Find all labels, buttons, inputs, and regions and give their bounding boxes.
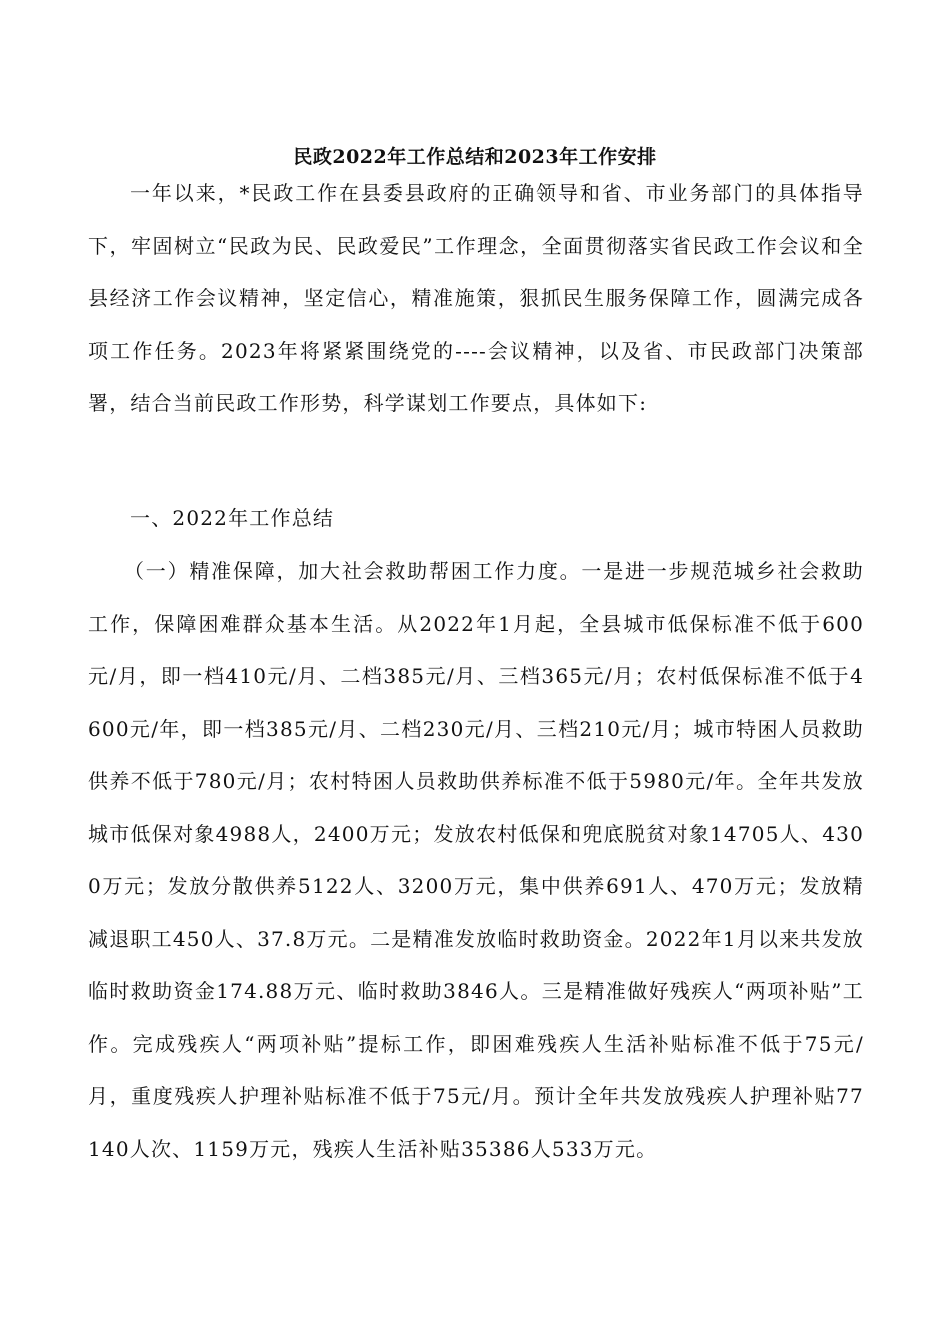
- section-one-body: 一是进一步规范城乡社会救助工作，保障困难群众基本生活。从2022年1月起，全县城市低保标准不低于600元/月，即一档410元/月、二档385元/月、三档365元/月；农村低保标准不低于4600元/年，即一档385元/月、二档230元/月、三档210元/月；城市特困人员救助供养不低于780元/月；农村特困人员救助供养标准不低于5980元/年。全年共发放城市低保对象4988人，2400万元；发放农村低保和兜底脱贫对象14705人、4300万元；发放分散供养5122人、3200万元，集中供养691人、470万元；发放精减退职工450人、37.8万元。二是精准发放临时救助资金。2022年1月以来共发放临时救助资金174.88万元、临时救助3846人。三是精准做好残疾人“两项补贴”工作。完成残疾人“两项补贴”提标工作，即困难残疾人生活补贴标准不低于75元/月，重度残疾人护理补贴标准不低于75元/月。预计全年共发放残疾人护理补贴77140人次、1159万元，残疾人生活补贴35386人533万元。: [88, 559, 864, 1161]
- section-one-paragraph: [88, 545, 864, 1175]
- document-title: 民政2022年工作总结和2023年工作安排: [293, 146, 657, 168]
- intro-paragraph: 一年以来，*民政工作在县委县政府的正确领导和省、市业务部门的具体指导下，牢固树立“民政为民、民政爱民”工作理念，全面贯彻落实省民政工作会议和全县经济工作会议精神，坚定信心，精准施策，狠抓民生服务保障工作，圆满完成各项工作任务。2023年将紧紧围绕党的----会议精神，以及省、市民政部门决策部署，结合当前民政工作形势，科学谋划工作要点，具体如下:: [88, 181, 864, 415]
- section-heading: 一、2022年工作总结: [130, 506, 335, 530]
- section-one-lead: （一）精准保障，加大社会救助帮困工作力度。: [124, 559, 582, 583]
